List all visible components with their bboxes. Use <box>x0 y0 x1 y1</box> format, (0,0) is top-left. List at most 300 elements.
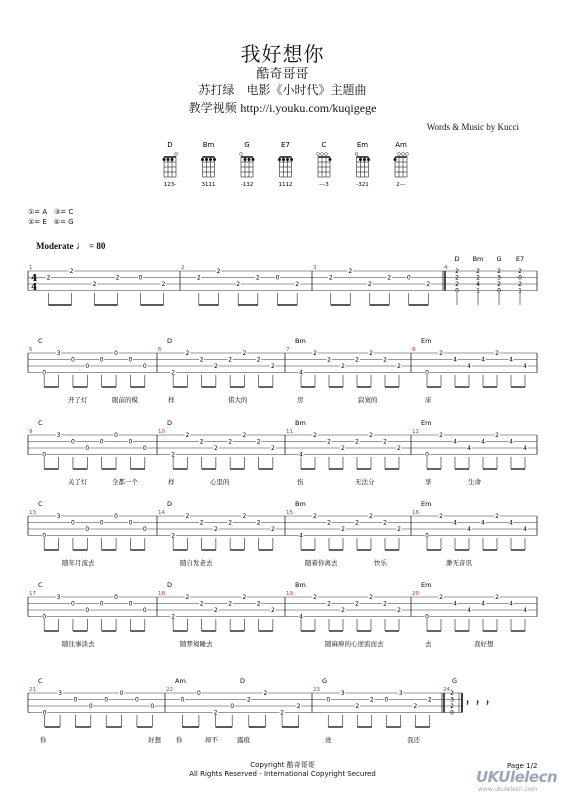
tab-fret-number: 2 <box>161 281 166 288</box>
tab-fret-number: 2 <box>397 363 401 370</box>
tab-fret-number: 0 <box>180 696 185 704</box>
stacked-chord-name: D <box>454 255 460 263</box>
tab-fret-number: 2 <box>296 703 301 710</box>
tab-fret-number: 2 <box>213 445 218 452</box>
tab-fret-number: 2 <box>171 369 176 377</box>
tab-fret-number: 0 <box>128 519 133 527</box>
measure-number: 14 <box>158 510 165 516</box>
measure-number: 17 <box>29 591 36 597</box>
tab-fret-number: 2 <box>476 274 480 282</box>
tab-fret-number: 2 <box>426 281 431 288</box>
tab-fret-number: 4 <box>299 532 303 540</box>
tab-fret-number: 0 <box>135 696 139 704</box>
measure-number: 9 <box>29 429 33 435</box>
tab-fret-number: 2 <box>341 607 345 614</box>
open-string-icon <box>317 153 320 156</box>
tab-fret-number: 2 <box>455 281 459 288</box>
tab-fret-number: 4 <box>481 519 485 527</box>
measure-number: 1 <box>29 265 33 271</box>
tab-fret-number: 2 <box>495 594 499 601</box>
lyric-text: 随梦境睡去 <box>180 640 213 648</box>
tab-fret-number: 2 <box>256 519 261 527</box>
tab-fret-number: 0 <box>425 451 429 459</box>
tab-fret-number: 2 <box>427 696 432 704</box>
tab-fret-number: 0 <box>42 613 47 621</box>
measure-number: 10 <box>158 429 165 435</box>
lyric-text: 你 <box>176 736 183 744</box>
tab-fret-number: 2 <box>228 519 233 527</box>
measure-number: 3 <box>313 265 317 271</box>
tab-fret-number: 4 <box>299 451 303 459</box>
measure-number: 15 <box>286 510 293 516</box>
measure-chord-name: Bm <box>295 500 306 508</box>
finger-dot-icon <box>367 158 370 161</box>
lyric-text: 样 <box>168 478 175 486</box>
measure-chord-name: C <box>38 419 43 427</box>
tab-fret-number: 0 <box>275 274 280 282</box>
measure-number: 21 <box>29 687 36 693</box>
tab-fret-number: 0 <box>85 607 90 614</box>
lyric-text: 寂寞的 <box>358 396 378 404</box>
time-signature-top: 4 <box>31 274 38 284</box>
measure-chord-name: Bm <box>295 337 306 345</box>
lyric-text: 心里的 <box>210 478 230 486</box>
chord-diagram-name: D <box>167 141 173 149</box>
chord-fingering: 123- <box>163 182 177 188</box>
tab-fret-number: 2 <box>295 281 300 288</box>
watermark-url: www.ukulelecn.com <box>478 786 538 793</box>
lyric-text: 生命 <box>468 478 481 486</box>
measure-number: 11 <box>286 429 293 435</box>
tab-fret-number: 2 <box>369 594 373 601</box>
finger-dot-icon <box>329 158 332 161</box>
measure-chord-name: Bm <box>295 419 306 427</box>
tab-fret-number: 0 <box>99 600 104 608</box>
tab-fret-number: 2 <box>369 350 373 357</box>
tab-fret-number: 2 <box>228 438 233 446</box>
tab-fret-number: 3 <box>56 594 61 601</box>
tab-fret-number: 2 <box>213 363 218 370</box>
measure-number: 6 <box>158 347 162 353</box>
tab-fret-number: 4 <box>453 438 457 446</box>
lyric-text: 却不 <box>205 736 218 744</box>
tab-fret-number: 2 <box>341 363 345 370</box>
measure-chord-name: C <box>38 581 43 589</box>
measure-chord-name: G <box>322 677 328 685</box>
chord-diagram-name: Am <box>395 141 407 149</box>
tab-fret-number: 2 <box>455 268 459 275</box>
tab-fret-number: 2 <box>216 268 221 275</box>
tab-fret-number: 0 <box>114 594 118 601</box>
tuning-legend-line: ①= A ③= C <box>28 208 74 216</box>
tab-fret-number: 2 <box>413 703 418 710</box>
finger-dot-icon <box>201 158 204 161</box>
tab-fret-number: 2 <box>341 526 345 533</box>
tab-fret-number: 2 <box>327 438 331 446</box>
tab-fret-number: 2 <box>327 356 331 364</box>
tab-fret-number: 2 <box>185 432 190 439</box>
tab-fret-number: 2 <box>367 281 372 288</box>
tab-fret-number: 2 <box>242 594 247 601</box>
tab-fret-number: 3 <box>398 690 403 697</box>
tab-fret-number: 4 <box>523 445 527 452</box>
lyric-text: 迹 <box>325 736 332 744</box>
tab-fret-number: 0 <box>142 445 147 452</box>
tab-fret-number: 2 <box>450 690 454 697</box>
lyric-text: 随麻痹的心逆流而去 <box>325 640 384 648</box>
tab-fret-number: 0 <box>104 696 109 704</box>
tab-fret-number: 4 <box>467 607 471 614</box>
tab-fret-number: 0 <box>425 613 429 621</box>
tab-fret-number: 2 <box>171 451 176 459</box>
tab-fret-number: 4 <box>476 281 480 288</box>
tab-fret-number: 3 <box>56 350 61 357</box>
tab-fret-number: 2 <box>383 519 387 527</box>
measure-number: 18 <box>158 591 165 597</box>
tab-fret-number: 2 <box>383 356 387 364</box>
finger-dot-icon <box>163 158 166 161</box>
open-string-icon <box>406 153 409 156</box>
watermark-logo: UKUlelecn <box>476 768 558 786</box>
finger-dot-icon <box>286 158 289 161</box>
tab-fret-number: 2 <box>46 274 51 282</box>
lyric-text: 眼前的模 <box>112 396 138 404</box>
tab-fret-number: 3 <box>497 274 501 282</box>
tab-fret-number: 0 <box>128 600 133 608</box>
tab-fret-number: 2 <box>228 356 233 364</box>
tab-fret-number: 0 <box>71 356 75 364</box>
tab-fret-number: 2 <box>439 432 443 439</box>
measure-chord-name: Em <box>421 581 432 589</box>
tab-fret-number: 2 <box>369 432 373 439</box>
tuning-legend-line: ②= E ④= G <box>28 218 74 226</box>
tab-fret-number: 2 <box>313 350 317 357</box>
credits: Words & Music by Kucci <box>426 122 519 132</box>
open-string-icon <box>355 153 358 156</box>
chord-diagram-name: C <box>321 141 327 149</box>
finger-dot-icon <box>363 158 366 161</box>
finger-dot-icon <box>252 158 255 161</box>
tab-fret-number: 2 <box>476 268 480 275</box>
measure-chord-name: C <box>38 337 43 345</box>
tab-fret-number: 0 <box>114 432 118 439</box>
tab-fret-number: 0 <box>142 607 147 614</box>
tab-fret-number: 4 <box>509 438 513 446</box>
tab-fret-number: 0 <box>138 274 143 282</box>
tab-fret-number: 4 <box>509 600 513 608</box>
lyric-text: 床 <box>425 396 432 404</box>
chord-diagram-name: Bm <box>202 141 215 149</box>
tab-fret-number: 0 <box>119 690 124 697</box>
rest-icon: 𝄽 <box>466 698 470 709</box>
measure-number: 20 <box>412 591 419 597</box>
measure-chord-name: Am <box>175 677 186 685</box>
tab-fret-number: 4 <box>509 519 513 527</box>
tab-fret-number: 4 <box>481 356 485 364</box>
tab-fret-number: 2 <box>327 600 331 608</box>
chord-diagram-name: G <box>244 141 250 149</box>
tab-fret-number: 2 <box>185 513 190 520</box>
tab-fret-number: 4 <box>453 600 457 608</box>
open-string-icon <box>175 153 178 156</box>
tab-fret-number: 2 <box>256 356 261 364</box>
tab-fret-number: 4 <box>453 356 457 364</box>
finger-dot-icon <box>205 158 208 161</box>
lyric-text: 去 <box>425 640 432 648</box>
tab-fret-number: 4 <box>481 438 485 446</box>
tab-fret-number: 0 <box>518 274 522 282</box>
tab-fret-number: 0 <box>73 696 78 704</box>
time-signature-bottom: 4 <box>31 283 38 293</box>
tab-fret-number: 2 <box>199 438 204 446</box>
measure-chord-name: C <box>38 677 43 685</box>
tab-fret-number: 3 <box>56 513 61 520</box>
lyric-text: 你 <box>40 736 47 744</box>
tab-fret-number: 2 <box>397 526 401 533</box>
tab-fret-number: 2 <box>518 268 522 275</box>
tab-fret-number: 0 <box>99 438 104 446</box>
rest-icon: 𝄽 <box>486 698 490 709</box>
finger-dot-icon <box>394 158 397 161</box>
tab-fret-number: 2 <box>263 690 268 697</box>
tab-fret-number: 0 <box>42 369 47 377</box>
tab-fret-number: 2 <box>242 432 247 439</box>
tab-fret-number: 2 <box>185 594 190 601</box>
lyric-text: 渺无音讯 <box>446 559 472 567</box>
tab-fret-number: 0 <box>128 438 133 446</box>
chord-fingering: 2--- <box>396 182 406 188</box>
lyric-text: 好想 <box>148 736 161 744</box>
tab-fret-number: 3 <box>340 690 345 697</box>
measure-chord-name: D <box>167 337 173 345</box>
measure-number: 22 <box>166 687 173 693</box>
measure-number: 19 <box>286 591 293 597</box>
tab-fret-number: 4 <box>299 369 303 377</box>
tab-fret-number: 2 <box>236 281 241 288</box>
finger-dot-icon <box>282 158 285 161</box>
tab-fret-number: 0 <box>197 690 201 697</box>
tab-fret-number: 0 <box>88 703 93 710</box>
tab-fret-number: 0 <box>455 287 459 295</box>
lyric-text: 全都一个 <box>112 478 138 486</box>
tab-fret-number: 2 <box>397 445 401 452</box>
lyric-text: 随年月流去 <box>62 559 95 567</box>
lyric-text: 随往事淡去 <box>62 640 95 648</box>
tab-fret-number: 2 <box>439 594 443 601</box>
chord-fingering: -321 <box>356 182 369 188</box>
measure-number: 13 <box>29 510 36 516</box>
tab-fret-number: 0 <box>406 274 411 282</box>
measure-chord-name: Em <box>421 337 432 345</box>
rights-line: All Rights Reserved - International Copyright Secured <box>189 770 376 778</box>
tab-fret-number: 0 <box>42 709 47 717</box>
tab-fret-number: 0 <box>85 363 90 370</box>
tab-fret-number: 2 <box>313 594 317 601</box>
tab-fret-number: 2 <box>355 356 359 364</box>
tab-fret-number: 2 <box>185 350 190 357</box>
tab-fret-number: 4 <box>481 600 485 608</box>
tab-fret-number: 0 <box>497 287 501 295</box>
tab-fret-number: 4 <box>523 607 527 614</box>
tab-fret-number: 2 <box>439 513 443 520</box>
tab-fret-number: 2 <box>397 607 401 614</box>
tab-fret-number: 4 <box>523 526 527 533</box>
open-string-icon <box>321 153 324 156</box>
tab-fret-number: 2 <box>383 600 387 608</box>
measure-chord-name: C <box>38 500 43 508</box>
tab-fret-number: 2 <box>328 274 333 282</box>
tab-fret-number: 0 <box>85 445 90 452</box>
tab-fret-number: 2 <box>246 696 251 704</box>
measure-chord-name: Em <box>421 419 432 427</box>
tab-fret-number: 0 <box>114 513 118 520</box>
lesson-url: http://i.youku.com/kuqigege <box>240 101 377 115</box>
tab-fret-number: 2 <box>497 268 501 275</box>
tab-fret-number: 2 <box>256 600 261 608</box>
tab-fret-number: 2 <box>280 709 284 717</box>
tab-fret-number: 3 <box>56 432 61 439</box>
chord-fingering: -132 <box>240 182 254 188</box>
tab-fret-number: 0 <box>42 451 47 459</box>
tab-fret-number: 2 <box>255 274 260 282</box>
arranger-name: 酷奇哥哥 <box>256 67 309 82</box>
measure-number: 4 <box>444 265 448 271</box>
tab-fret-number: 2 <box>199 519 204 527</box>
tab-fret-number: 4 <box>523 363 527 370</box>
chord-fingering: ---3 <box>319 182 329 188</box>
tab-fret-number: 2 <box>355 600 359 608</box>
lyric-text: 伤 <box>297 478 304 486</box>
tab-fret-number: 2 <box>313 432 317 439</box>
measure-chord-name: Bm <box>295 581 306 589</box>
tab-fret-number: 2 <box>213 526 218 533</box>
tab-fret-number: 0 <box>326 696 331 704</box>
tab-fret-number: 0 <box>425 532 429 540</box>
tab-fret-number: 2 <box>341 445 345 452</box>
tab-fret-number: 2 <box>256 438 261 446</box>
measure-number: 7 <box>286 347 290 353</box>
tab-fret-number: 0 <box>425 369 429 377</box>
lyric-text: 我好想 <box>474 640 494 648</box>
chord-fingering: 1112 <box>278 182 293 188</box>
lyric-text: 开了灯 <box>68 396 88 404</box>
tab-fret-number: 3 <box>58 690 62 697</box>
tab-fret-number: 0 <box>384 696 389 704</box>
measure-number: 8 <box>412 347 416 353</box>
tab-fret-number: 4 <box>467 526 471 533</box>
lyric-text: 随自发老去 <box>180 559 213 567</box>
tab-fret-number: 2 <box>327 519 331 527</box>
tab-fret-number: 0 <box>150 703 155 710</box>
tab-fret-number: 3 <box>450 696 454 704</box>
lyric-text: 偌大的 <box>228 396 248 404</box>
tab-fret-number: 2 <box>270 445 275 452</box>
tab-fret-number: 2 <box>313 513 317 520</box>
tab-fret-number: 2 <box>92 281 97 288</box>
tab-fret-number: 0 <box>128 356 133 364</box>
tab-fret-number: 2 <box>199 356 204 364</box>
measure-chord-name: D <box>240 677 246 685</box>
finger-dot-icon <box>213 158 216 161</box>
measure-number: 2 <box>181 265 185 271</box>
tab-fret-number: 2 <box>348 268 353 275</box>
tempo-label: Moderate <box>36 241 74 251</box>
tab-fret-number: 2 <box>495 350 499 357</box>
tab-fret-number: 2 <box>383 438 387 446</box>
finger-dot-icon <box>244 158 247 161</box>
tab-fret-number: 2 <box>355 438 359 446</box>
song-title: 我好想你 <box>240 42 325 66</box>
tab-fret-number: 0 <box>114 350 118 357</box>
lyric-text: 房 <box>297 396 304 404</box>
tab-fret-number: 0 <box>99 356 104 364</box>
tab-fret-number: 0 <box>142 526 147 533</box>
tab-fret-number: 2 <box>242 513 247 520</box>
lyric-text: 快乐 <box>374 559 387 567</box>
stacked-chord-name: G <box>496 255 502 263</box>
tab-fret-number: 0 <box>99 519 104 527</box>
open-string-icon <box>398 153 401 156</box>
tab-fret-number: 4 <box>453 519 457 527</box>
quarter-note-icon: ♩ <box>75 240 87 252</box>
tab-fret-number: 2 <box>270 607 275 614</box>
tab-fret-number: 1 <box>518 287 522 295</box>
open-string-icon <box>240 153 243 156</box>
lyric-text: 无法分 <box>355 478 375 486</box>
song-subtitle: 苏打绿 电影《小时代》主题曲 <box>198 83 367 97</box>
tab-fret-number: 2 <box>495 513 499 520</box>
measure-chord-name: G <box>452 677 458 685</box>
tab-fret-number: 0 <box>230 703 235 710</box>
tab-fret-number: 0 <box>85 526 90 533</box>
lyric-text: 随着你离去 <box>305 559 338 567</box>
rest-icon: 𝄽 <box>476 698 480 709</box>
measure-chord-name: Em <box>421 500 432 508</box>
finger-dot-icon <box>359 158 362 161</box>
tab-fret-number: 4 <box>467 445 471 452</box>
lyric-text: 关了灯 <box>68 478 88 486</box>
tab-fret-number: 0 <box>450 709 454 717</box>
finger-dot-icon <box>167 158 170 161</box>
tab-fret-number: 2 <box>213 607 218 614</box>
lesson-prefix: 教学视频 <box>188 101 241 115</box>
tab-fret-number: 0 <box>42 532 47 540</box>
tab-fret-number: 2 <box>69 268 74 275</box>
lyric-text: 我还 <box>407 736 420 744</box>
finger-dot-icon <box>171 158 174 161</box>
tab-fret-number: 2 <box>495 432 499 439</box>
measure-chord-name: D <box>167 500 173 508</box>
lyric-text: 露痕 <box>237 736 250 744</box>
tab-fret-number: 0 <box>71 600 75 608</box>
chord-fingering: 3111 <box>201 182 216 188</box>
tab-fret-number: 2 <box>196 274 201 282</box>
measure-number: 16 <box>412 510 419 516</box>
lyric-text: 享 <box>425 478 432 486</box>
tab-fret-number: 2 <box>171 613 176 621</box>
tab-fret-number: 2 <box>439 350 443 357</box>
finger-dot-icon <box>278 158 281 161</box>
tempo-value: = 80 <box>88 241 106 251</box>
tab-fret-number: 2 <box>497 281 501 288</box>
chord-diagram-name: E7 <box>281 141 290 149</box>
tab-fret-number: 2 <box>115 274 120 282</box>
tab-fret-number: 2 <box>213 709 218 717</box>
tab-fret-number: 2 <box>369 696 374 704</box>
tab-fret-number: 2 <box>387 274 392 282</box>
tab-fret-number: 2 <box>355 703 360 710</box>
tab-fret-number: 4 <box>299 613 303 621</box>
